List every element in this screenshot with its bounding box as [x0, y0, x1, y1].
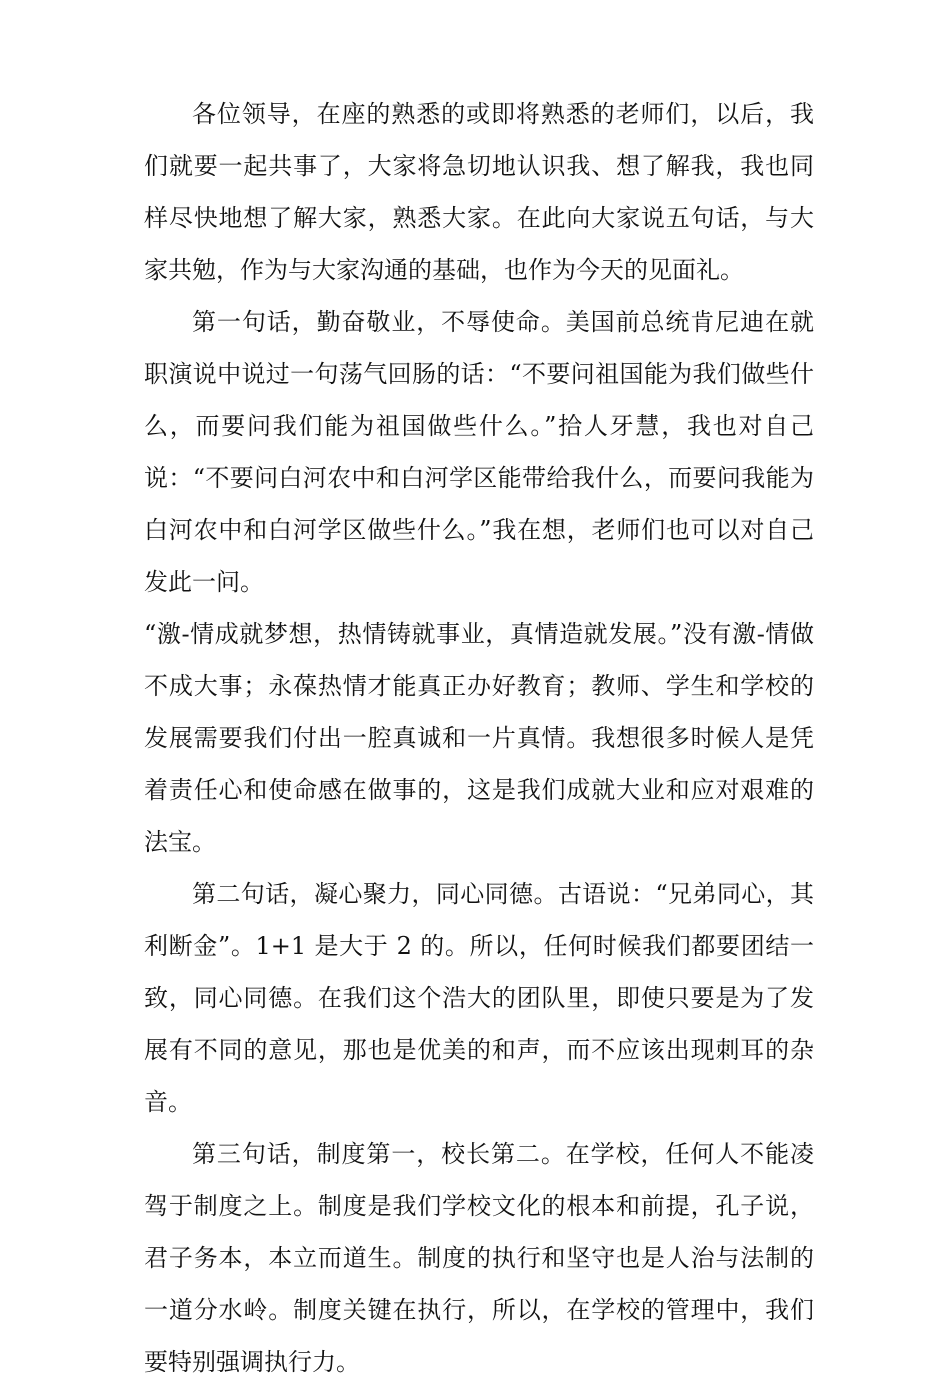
paragraph-third-point: 第三句话，制度第一，校长第二。在学校，任何人不能凌驾于制度之上。制度是我们学校文化的根本和前提，孔子说，君子务本，本立而道生。制度的执行和坚守也是人治与法制的一道分水岭。制度关键在执行，所以，在学校的管理中，我们要特别强调执行力。	[144, 1140, 814, 1376]
paragraph-passion-quote: “激-情成就梦想，热情铸就事业，真情造就发展。”没有激-情做不成大事；永葆热情才能真正办好教育；教师、学生和学校的发展需要我们付出一腔真诚和一片真情。我想很多时候人是凭着责任心和使命感在做事的，这是我们成就大业和应对艰难的法宝。	[144, 620, 814, 856]
paragraph-second-point: 第二句话，凝心聚力，同心同德。古语说：“兄弟同心，其利断金”。1+1 是大于 2 的。所以，任何时候我们都要团结一致，同心同德。在我们这个浩大的团队里，即使只要是为了发展有不同的意见，那也是优美的和声，而不应该出现刺耳的杂音。	[144, 880, 814, 1116]
document-body	[144, 88, 814, 1388]
paragraph-greeting: 各位领导，在座的熟悉的或即将熟悉的老师们，以后，我们就要一起共事了，大家将急切地认识我、想了解我，我也同样尽快地想了解大家，熟悉大家。在此向大家说五句话，与大家共勉，作为与大家沟通的基础，也作为今天的见面礼。	[144, 100, 814, 284]
paragraph-first-point: 第一句话，勤奋敬业，不辱使命。美国前总统肯尼迪在就职演说中说过一句荡气回肠的话：“不要问祖国能为我们做些什么，而要问我们能为祖国做些什么。”拾人牙慧，我也对自己说：“不要问白河农中和白河学区能带给我什么，而要问我能为白河农中和白河学区做些什么。”我在想，老师们也可以对自己发此一问。	[144, 308, 814, 596]
